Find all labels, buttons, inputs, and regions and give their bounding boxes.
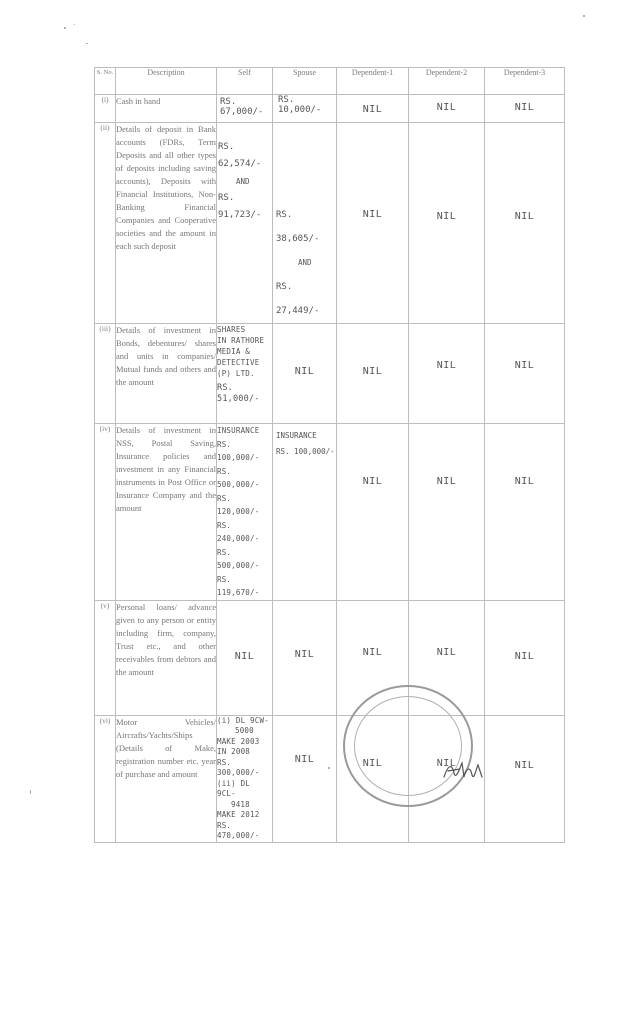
table-row-personal-loans <box>95 600 565 715</box>
row-description: Details of deposit in Bank accounts (FDRs, Term Deposits and all other types of deposits including saving accounts), Deposits with Financial Institutions, Non-Banking Financial Companies and Cooperative societies and the amount in each such deposit <box>116 123 217 324</box>
self-value: NIL <box>217 600 273 715</box>
header-self: Self <box>217 68 273 95</box>
spouse-value: NIL <box>273 715 337 842</box>
self-line: DETECTIVE <box>217 358 260 367</box>
header-description: Description <box>116 68 217 95</box>
spouse-line: RS. <box>278 95 295 105</box>
self-line: RS. 100,000/- <box>217 439 260 462</box>
scan-speck <box>583 15 585 17</box>
row-description: Cash in hand <box>116 95 217 123</box>
assets-table <box>94 67 565 843</box>
self-line: RS. 300,000/- <box>217 757 260 777</box>
scan-speck <box>74 24 75 25</box>
row-description: Personal loans/ advance given to any person or entity including firm, company, Trust etc., and other receivables from debtors and the amount <box>116 600 217 715</box>
table-row-investments-bonds <box>95 324 565 424</box>
table-row-investments-nss <box>95 424 565 601</box>
self-line: RS. 120,000/- <box>217 493 260 516</box>
rubber-stamp <box>343 685 473 807</box>
scan-speck <box>86 43 88 44</box>
dependent-3-value: NIL <box>485 715 565 842</box>
spouse-line: INSURANCE <box>276 431 317 440</box>
spouse-line: RS. 27,449/- <box>276 282 320 316</box>
spouse-line: 10,000/- <box>278 105 322 115</box>
self-line: RS. 119,670/- <box>217 574 260 597</box>
dependent-1-value: NIL <box>337 324 409 424</box>
row-number: (v) <box>95 600 116 715</box>
dependent-2-value: NIL <box>409 123 485 324</box>
dependent-1-value: NIL <box>337 95 409 123</box>
self-line: RS. 500,000/- <box>217 547 260 570</box>
self-line: RS. <box>220 97 237 107</box>
spouse-line: RS. 38,605/- <box>276 210 320 244</box>
self-value <box>217 324 273 424</box>
row-number: (vi) <box>95 715 116 842</box>
scan-speck <box>30 790 31 794</box>
self-line: 67,000/- <box>220 107 264 117</box>
spouse-line: RS. 100,000/- <box>276 447 335 456</box>
self-line: MEDIA & <box>217 347 251 356</box>
self-line: RS. 62,574/- <box>218 142 262 169</box>
table-row-bank-deposits <box>95 123 565 324</box>
dependent-3-value: NIL <box>485 123 565 324</box>
header-dependent-1: Dependent-1 <box>337 68 409 95</box>
row-number: (iii) <box>95 324 116 424</box>
self-line: 9418 <box>231 799 250 809</box>
dependent-1-value: NIL <box>337 715 409 842</box>
scan-speck <box>64 27 66 29</box>
header-spouse: Spouse <box>273 68 337 95</box>
self-line: AND <box>236 177 250 186</box>
self-line: (i) DL 9CW- <box>217 715 269 725</box>
spouse-value: NIL <box>273 600 337 715</box>
dependent-3-value: NIL <box>485 95 565 123</box>
table-row-cash-in-hand <box>95 95 565 123</box>
self-value <box>217 715 273 842</box>
dependent-2-value: NIL <box>409 424 485 601</box>
table-row-motor-vehicles <box>95 715 565 842</box>
self-value <box>217 424 273 601</box>
self-value <box>217 123 273 324</box>
self-line: RS. 51,000/- <box>217 383 260 404</box>
spouse-value <box>273 123 337 324</box>
dependent-2-value: NIL <box>409 715 485 842</box>
self-line: MAKE 2003 <box>217 736 260 746</box>
spouse-value <box>273 95 337 123</box>
row-description: Motor Vehicles/ Aircrafts/Yachts/Ships (Details of Make, registration number etc. year of purchase and amount <box>116 715 217 842</box>
self-value <box>217 95 273 123</box>
self-line: 5000 <box>235 726 254 735</box>
self-line: (ii) DL 9CL- <box>217 778 251 798</box>
row-number: (ii) <box>95 123 116 324</box>
header-dependent-2: Dependent-2 <box>409 68 485 95</box>
spouse-value: NIL <box>273 324 337 424</box>
self-line: IN 2008 <box>217 747 251 756</box>
row-description: Details of investment in Bonds, debentures/ shares and units in companies/ Mutual funds and others and the amount <box>116 324 217 424</box>
table-header-row <box>95 68 565 95</box>
dependent-3-value: NIL <box>485 324 565 424</box>
row-number: (iv) <box>95 424 116 601</box>
self-line: RS. 500,000/- <box>217 466 260 489</box>
header-dependent-3: Dependent-3 <box>485 68 565 95</box>
self-line: RS. 91,723/- <box>218 193 262 220</box>
row-number: (i) <box>95 95 116 123</box>
self-line: (P) LTD. <box>217 369 255 378</box>
dependent-1-value: NIL <box>337 123 409 324</box>
self-line: INSURANCE <box>217 426 260 435</box>
dependent-3-value: NIL <box>485 600 565 715</box>
dependent-3-value: NIL <box>485 424 565 601</box>
self-line: RS. 470,000/- <box>217 820 260 840</box>
dependent-2-value: NIL <box>409 324 485 424</box>
dependent-2-value: NIL <box>409 95 485 123</box>
dependent-2-value: NIL <box>409 600 485 715</box>
dependent-1-value: NIL <box>337 600 409 715</box>
header-sno: S. No. <box>95 68 116 95</box>
row-description: Details of investment in NSS, Postal Saving, Insurance policies and investment in any Financial instruments in Post Office or Insurance Company and the amount <box>116 424 217 601</box>
spouse-line: AND <box>298 258 312 267</box>
signature <box>440 755 490 785</box>
self-line: RS. 240,000/- <box>217 520 260 543</box>
self-line: IN RATHORE <box>217 336 265 345</box>
dependent-1-value: NIL <box>337 424 409 601</box>
self-line: SHARES <box>217 325 246 334</box>
self-line: MAKE 2012 <box>217 810 260 819</box>
spouse-value <box>273 424 337 601</box>
